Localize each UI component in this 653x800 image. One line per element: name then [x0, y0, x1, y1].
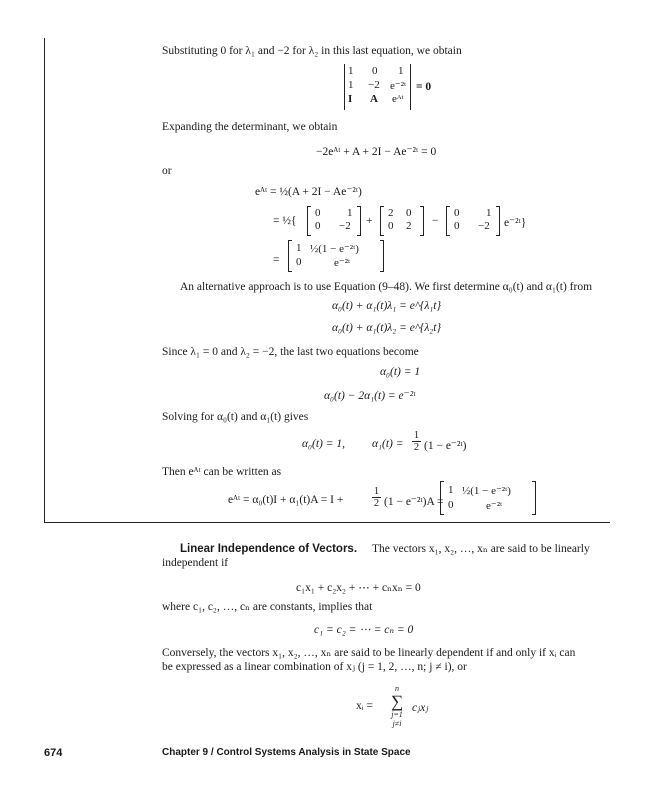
- summation: n ∑ j=1 j≠i: [390, 684, 404, 728]
- final-equation-mid: (1 − e⁻²ᵗ)A =: [384, 496, 444, 508]
- alpha-equation-1: α₀(t) + α₁(t)λ₁ = e^{λ₁t}: [332, 300, 442, 312]
- para1-line2: independent if: [162, 557, 229, 569]
- minus-sign: −: [432, 215, 439, 227]
- section-heading: Linear Independence of Vectors.: [180, 543, 358, 555]
- matrix-c: 0 1 0 −2: [446, 206, 502, 236]
- margin-rule-horizontal: [44, 522, 610, 523]
- solution-alpha0: α₀(t) = 1,: [302, 438, 346, 450]
- constants-equation: c₁ = c₂ = ⋯ = cₙ = 0: [314, 624, 414, 636]
- or-text: or: [162, 165, 172, 177]
- final-equation-lhs: eᴬᵗ = α₀(t)I + α₁(t)A = I +: [228, 494, 344, 506]
- margin-rule-vertical: [44, 38, 45, 522]
- independence-equation: c₁x₁ + c₂x₂ + ⋯ + cₙxₙ = 0: [296, 582, 421, 594]
- solution-fraction: $\frac{1}{2}$: [413, 430, 420, 453]
- sum-lhs: xᵢ =: [356, 700, 373, 712]
- para1-rest: The vectors x₁, x₂, …, xₙ are said to be linearly: [372, 543, 590, 555]
- sum-body: cⱼxⱼ: [412, 702, 429, 714]
- expanded-equation: −2eᴬᵗ + A + 2I − Ae⁻²ᵗ = 0: [316, 146, 437, 158]
- plus-sign: +: [366, 215, 373, 227]
- conversely-line-1: Conversely, the vectors x₁, x₂, …, xₙ are said to be linearly dependent if and only if xᵢ can: [162, 647, 576, 659]
- alpha-equation-2: α₀(t) + α₁(t)λ₂ = e^{λ₂t}: [332, 322, 442, 334]
- eat-eq2-prefix: = ½{: [273, 215, 297, 227]
- chapter-running-head: Chapter 9 / Control Systems Analysis in State Space: [162, 747, 411, 758]
- eat-equation-1: eᴬᵗ = ½(A + 2I − Ae⁻²ᵗ): [255, 186, 362, 198]
- conversely-line-2: be expressed as a linear combination of xⱼ (j = 1, 2, …, n; j ≠ i), or: [162, 661, 467, 673]
- matrix-final: 1 ½(1 − e⁻²ᵗ) 0 e⁻²ᵗ: [440, 481, 540, 515]
- det-equals-zero: = 0: [416, 81, 432, 93]
- final-fraction: $\frac{1}{2}$: [373, 486, 380, 509]
- eat-eq2-tail: e⁻²ᵗ}: [504, 217, 527, 229]
- matrix-result: 1 ½(1 − e⁻²ᵗ) 0 e⁻²ᵗ: [288, 240, 388, 272]
- alternative-approach-text: An alternative approach is to use Equation (9–48). We first determine α₀(t) and α₁(t) from: [180, 281, 593, 293]
- expanding-text: Expanding the determinant, we obtain: [162, 121, 338, 133]
- alpha-equation-3: α₀(t) = 1: [380, 366, 421, 378]
- matrix-b: 2 0 0 2: [380, 206, 428, 236]
- eat-eq3-equals: =: [273, 254, 280, 266]
- solving-text: Solving for α₀(t) and α₁(t) gives: [162, 411, 309, 423]
- then-text: Then eᴬᵗ can be written as: [162, 466, 282, 478]
- since-text: Since λ₁ = 0 and λ₂ = −2, the last two equations become: [162, 346, 419, 358]
- solution-alpha1-rhs: (1 − e⁻²ᵗ): [424, 440, 467, 452]
- determinant: 1 0 1 1 −2 e⁻²ᵗ I A eᴬᵗ: [344, 64, 412, 110]
- page-number: 674: [44, 747, 63, 759]
- solution-alpha1-lhs: α₁(t) =: [372, 438, 404, 450]
- matrix-a: 0 1 0 −2: [307, 206, 363, 236]
- where-text: where c₁, c₂, …, cₙ are constants, implies that: [162, 601, 373, 613]
- intro-text: Substituting 0 for λ₁ and −2 for λ₂ in this last equation, we obtain: [162, 45, 462, 57]
- alpha-equation-4: α₀(t) − 2α₁(t) = e⁻²ᵗ: [324, 390, 416, 402]
